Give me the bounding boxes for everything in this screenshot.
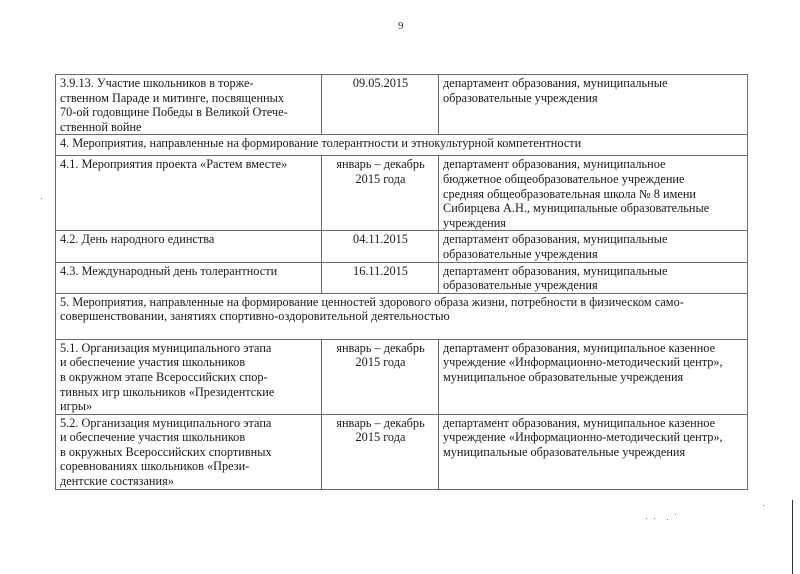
page-edge-line: [792, 500, 793, 574]
event-cell: 3.9.13. Участие школьников в торже- ственном Параде и митинге, посвященных 70-ой годовщине Победы в Великой Отече- ственной войне: [56, 75, 322, 135]
scan-speck: [654, 518, 655, 519]
events-plan-table: [55, 74, 748, 490]
responsible-cell: департамент образования, муниципальные образовательные учреждения: [439, 262, 748, 293]
section-header-row: [56, 135, 748, 156]
responsible-cell: департамент образования, муниципальное казенное учреждение «Информационно-методический центр», муниципальные образовательные учреждения: [439, 414, 748, 489]
table-row: [56, 262, 748, 293]
event-cell: 4.1. Мероприятия проекта «Растем вместе»: [56, 156, 322, 231]
responsible-cell: департамент образования, муниципальные образовательные учреждения: [439, 231, 748, 262]
scan-speck: [41, 198, 42, 199]
event-cell: 4.3. Международный день толерантности: [56, 262, 322, 293]
table-row: [56, 414, 748, 489]
date-cell: январь – декабрь 2015 года: [322, 339, 439, 414]
table-row: [56, 75, 748, 135]
scan-speck: [667, 519, 668, 520]
date-cell: 09.05.2015: [322, 75, 439, 135]
table-row: [56, 156, 748, 231]
table-row: [56, 339, 748, 414]
event-cell: 5.1. Организация муниципального этапа и обеспечение участия школьников в окружном этапе Всероссийских спор- тивных игр школьников «Президентские игры»: [56, 339, 322, 414]
scan-speck: [646, 518, 647, 519]
date-cell: январь – декабрь 2015 года: [322, 414, 439, 489]
scan-speck: [675, 514, 676, 515]
responsible-cell: департамент образования, муниципальные образовательные учреждения: [439, 75, 748, 135]
date-cell: 16.11.2015: [322, 262, 439, 293]
event-cell: 5.2. Организация муниципального этапа и обеспечение участия школьников в окружных Всероссийских спортивных соревнованиях школьников «Прези- дентские состязания»: [56, 414, 322, 489]
section-title: 5. Мероприятия, направленные на формирование ценностей здорового образа жизни, потребности в физическом само- совершенствовании, занятиях спортивно-оздоровительной деятельностью: [56, 293, 748, 339]
section-title: 4. Мероприятия, направленные на формирование толерантности и этнокультурной компетентности: [56, 135, 748, 156]
date-cell: январь – декабрь 2015 года: [322, 156, 439, 231]
table-row: [56, 231, 748, 262]
section-header-row: [56, 293, 748, 339]
responsible-cell: департамент образования, муниципальное казенное учреждение «Информационно-методический центр», муниципальное образовательные учреждения: [439, 339, 748, 414]
responsible-cell: департамент образования, муниципальное бюджетное общеобразовательное учреждение средняя общеобразовательная школа № 8 имени Сибирцева А.Н., муниципальные образовательные учреждения: [439, 156, 748, 231]
scan-speck: [763, 505, 764, 506]
page-number: 9: [398, 20, 404, 32]
date-cell: 04.11.2015: [322, 231, 439, 262]
event-cell: 4.2. День народного единства: [56, 231, 322, 262]
